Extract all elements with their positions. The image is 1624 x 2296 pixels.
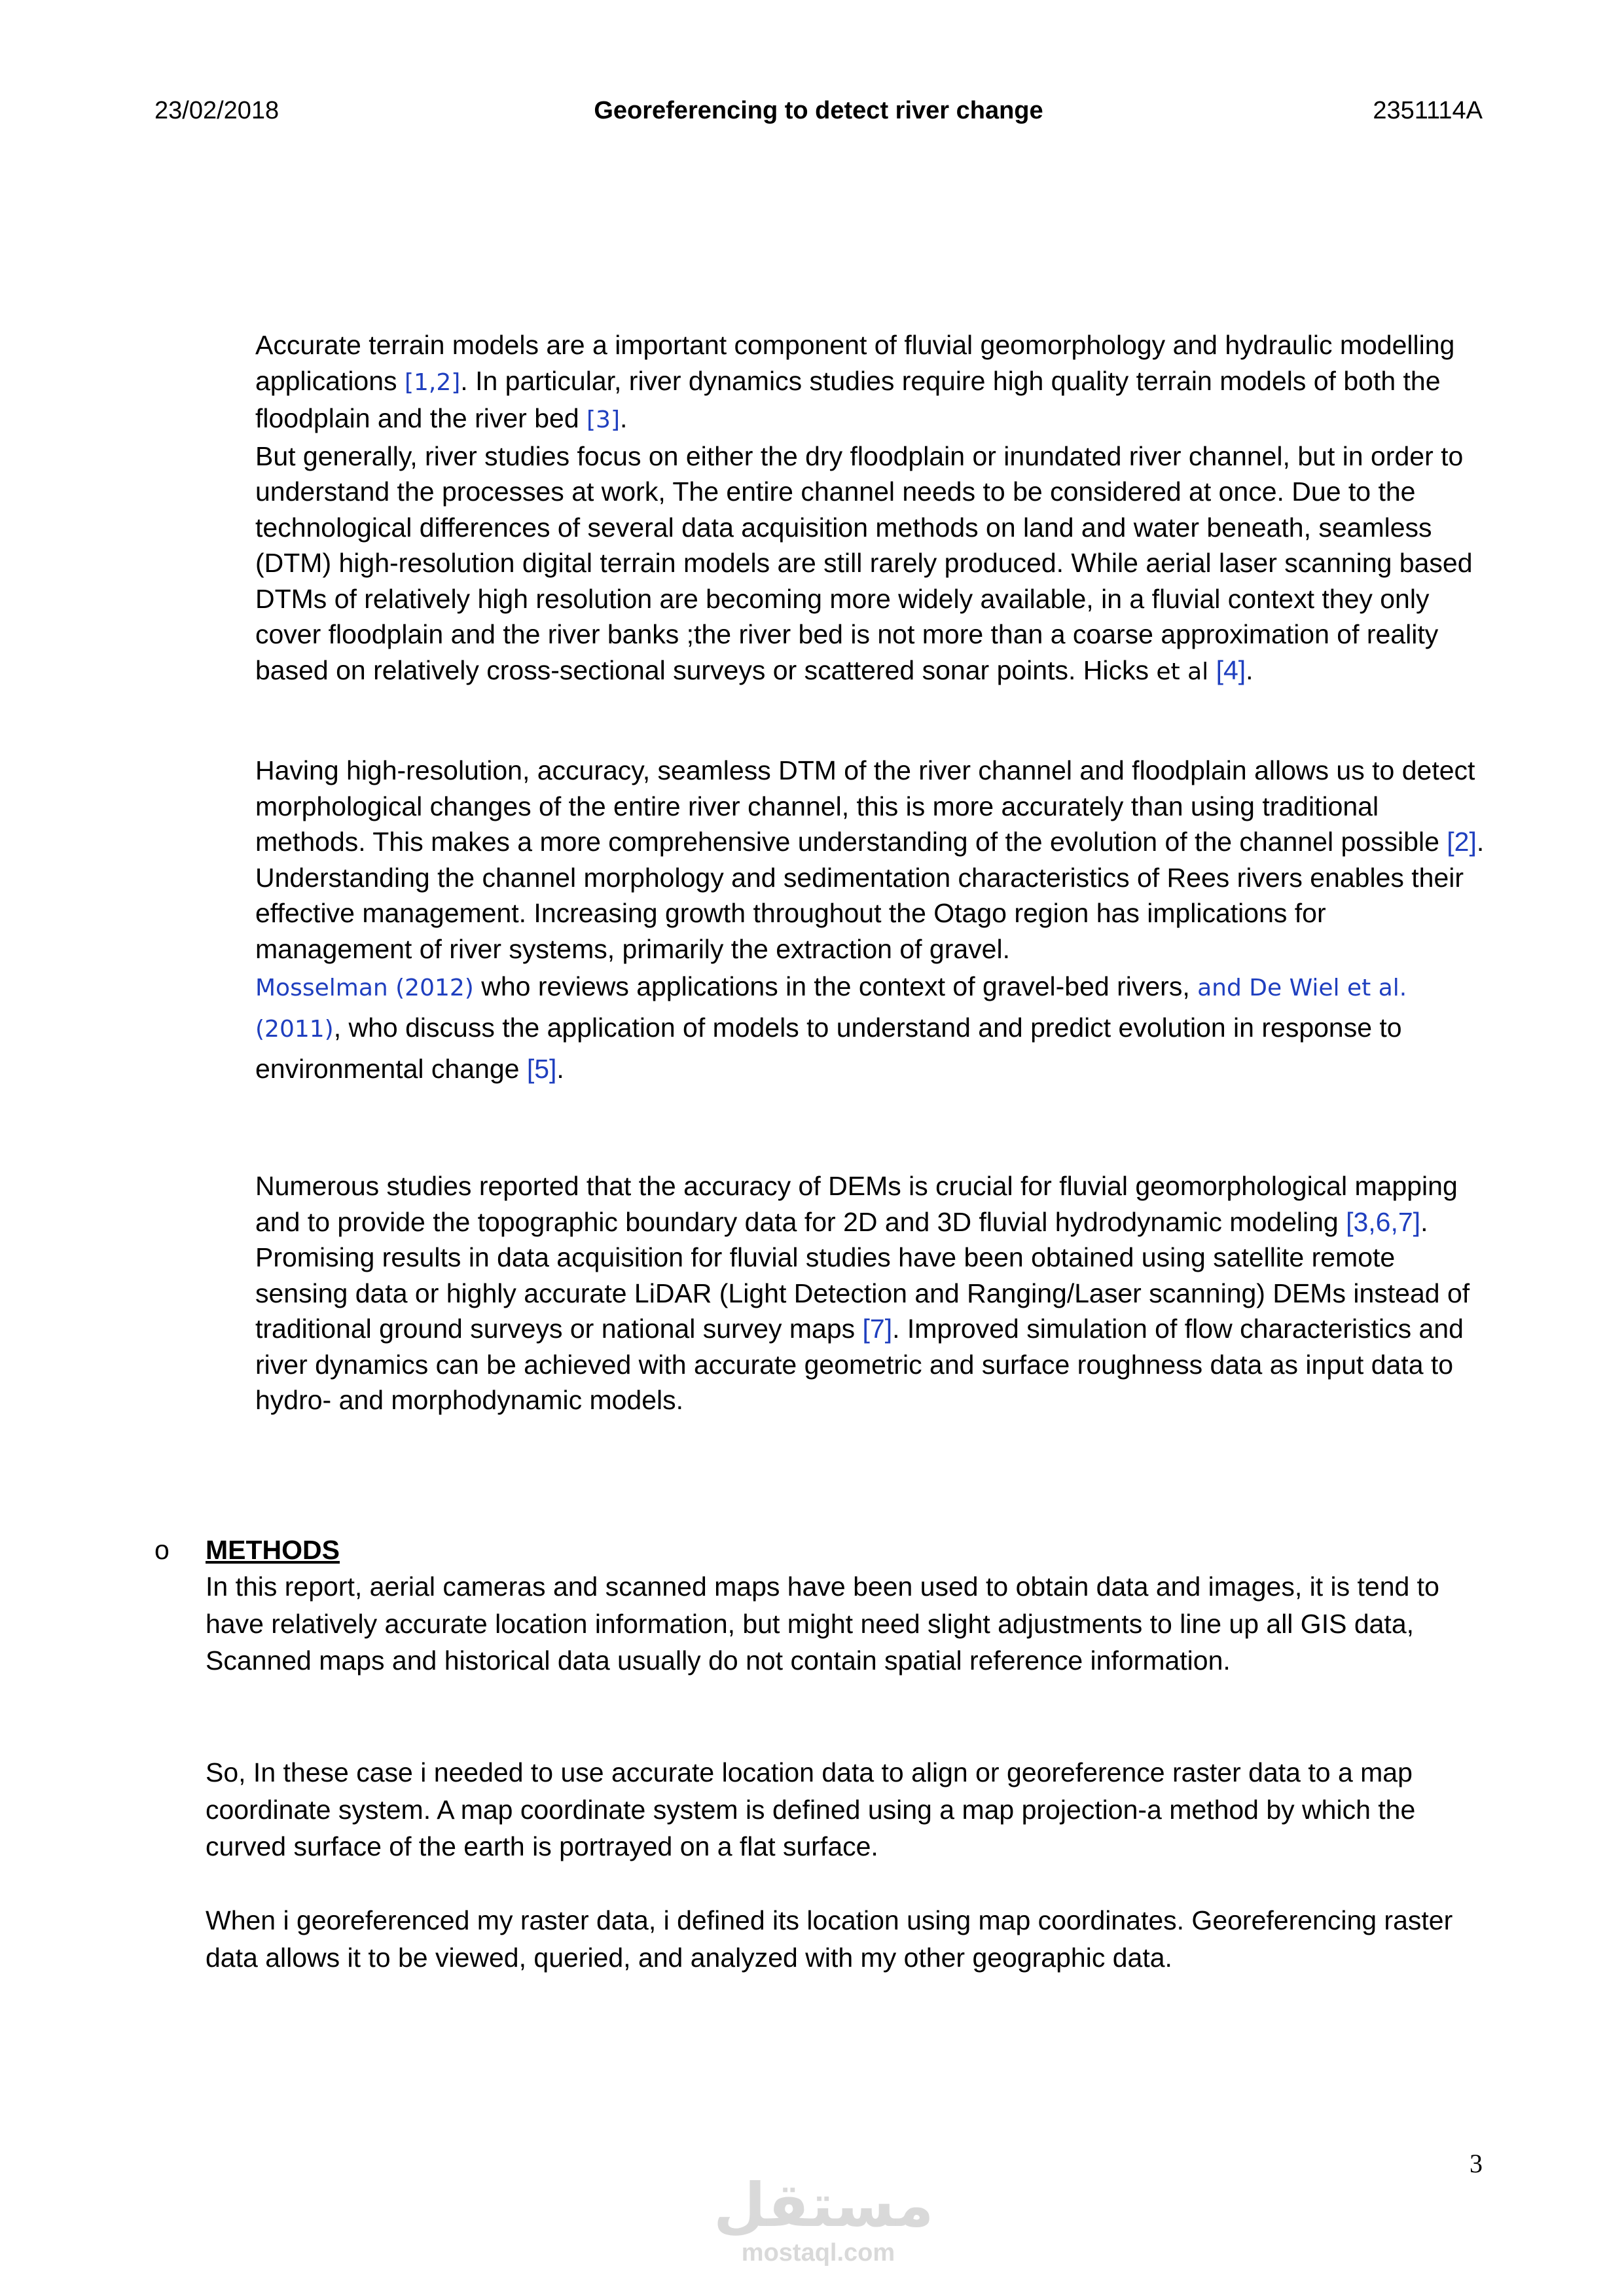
text-run xyxy=(1208,655,1216,685)
watermark xyxy=(713,2170,934,2267)
paragraph xyxy=(255,967,1486,1088)
header-title: Georeferencing to detect river change xyxy=(594,97,1043,124)
citation: [5] xyxy=(526,1054,557,1084)
paragraph xyxy=(255,327,1486,439)
header-code: 2351114A xyxy=(1373,97,1483,124)
text-run: . Promising results in data acquisition for fluvial studies have been obtained using satellite remote sensing data or highly accurate LiDAR (Light Detection and Ranging/Laser scanning) DEMs instead of traditional ground surveys or national survey maps xyxy=(255,1206,1470,1344)
bullet-icon: o xyxy=(154,1535,170,1565)
citation: [1,2] xyxy=(404,368,461,396)
text-run: . In particular, river dynamics studies require high quality terrain models of both the floodplain and the river bed xyxy=(255,365,1441,433)
intro-section-2 xyxy=(255,753,1486,1088)
citation: and De Wiel et al. (2011) xyxy=(255,975,1407,1043)
paragraph: In this report, aerial cameras and scanned maps have been used to obtain data and images, it is tend to have relatively accurate location information, but might need slight adjustments to line up all GIS data, Scanned maps and historical data usually do not contain spatial reference information. xyxy=(206,1571,1439,1676)
citation: [4] xyxy=(1216,655,1246,685)
watermark-logo: مستقل xyxy=(713,2170,934,2240)
text-run: . xyxy=(1246,655,1254,685)
citation: [3] xyxy=(586,406,621,433)
intro-section-3 xyxy=(255,1168,1486,1418)
text-run: Numerous studies reported that the accuracy of DEMs is crucial for fluvial geomorphological mapping and to provide the topographic boundary data for 2D and 3D fluvial hydrodynamic modeling xyxy=(255,1171,1458,1237)
page-number: 3 xyxy=(1470,2149,1483,2178)
text-run: . Improved simulation of flow characteristics and river dynamics can be achieved with accurate geometric and surface roughness data as input data to hydro- and morphodynamic models. xyxy=(255,1314,1464,1415)
header-date: 23/02/2018 xyxy=(154,97,280,124)
paragraph: When i georeferenced my raster data, i defined its location using map coordinates. Georeferencing raster data allows it to be viewed, queried, and analyzed with my other geographic data. xyxy=(206,1905,1453,1973)
text-run: Having high-resolution, accuracy, seamless DTM of the river channel and floodplain allows us to detect morphological changes of the entire river channel, this is more accurately than using traditional methods. This makes a more comprehensive understanding of the evolution of the channel possible xyxy=(255,755,1475,857)
paragraph xyxy=(255,439,1486,691)
citation: [2] xyxy=(1447,827,1477,857)
text-run: , who discuss the application of models to understand and predict evolution in response to environmental change xyxy=(255,1013,1402,1084)
text-run: . xyxy=(556,1054,564,1084)
citation: [7] xyxy=(862,1314,893,1344)
paragraph xyxy=(255,1168,1486,1418)
paragraph xyxy=(255,860,1486,967)
text-run: But generally, river studies focus on either the dry floodplain or inundated river channel, but in order to understand the processes at work, The entire channel needs to be considered at once. Due to the technological differences of several data acquisition methods on land and water beneath, seamless (DTM) high-resolution digital terrain models are still rarely produced. While aerial laser scanning based DTMs of relatively high resolution are becoming more widely available, in a fluvial context they only cover floodplain and the river banks ;the river bed is not more than a coarse approximation of reality based on relatively cross-sectional surveys or scattered sonar points. Hicks xyxy=(255,440,1473,685)
section-heading: METHODS xyxy=(206,1535,340,1565)
citation: [3,6,7] xyxy=(1346,1206,1421,1237)
text-run: Accurate terrain models are a important component of fluvial geomorphology and hydraulic modelling applications xyxy=(255,330,1455,396)
page-header xyxy=(154,97,1483,130)
watermark-text: mostaql.com xyxy=(741,2239,895,2267)
text-run: . xyxy=(620,403,628,433)
intro-section xyxy=(255,327,1486,690)
paragraph xyxy=(255,753,1486,860)
text-run: et al xyxy=(1156,658,1209,685)
citation: Mosselman (2012) xyxy=(255,975,474,1001)
paragraph: So, In these case i needed to use accurate location data to align or georeference raster data to a map coordinate system. A map coordinate system is defined using a map projection-a method by which the curved surface of the earth is portrayed on a flat surface. xyxy=(206,1757,1416,1861)
text-run: Understanding the channel morphology and sedimentation characteristics of Rees rivers enables their effective management. Increasing growth throughout the Otago region has implications for management of river systems, primarily the extraction of gravel. xyxy=(255,862,1464,964)
text-run: . xyxy=(1476,827,1485,857)
text-run: who reviews applications in the context of gravel-bed rivers, xyxy=(473,971,1198,1001)
